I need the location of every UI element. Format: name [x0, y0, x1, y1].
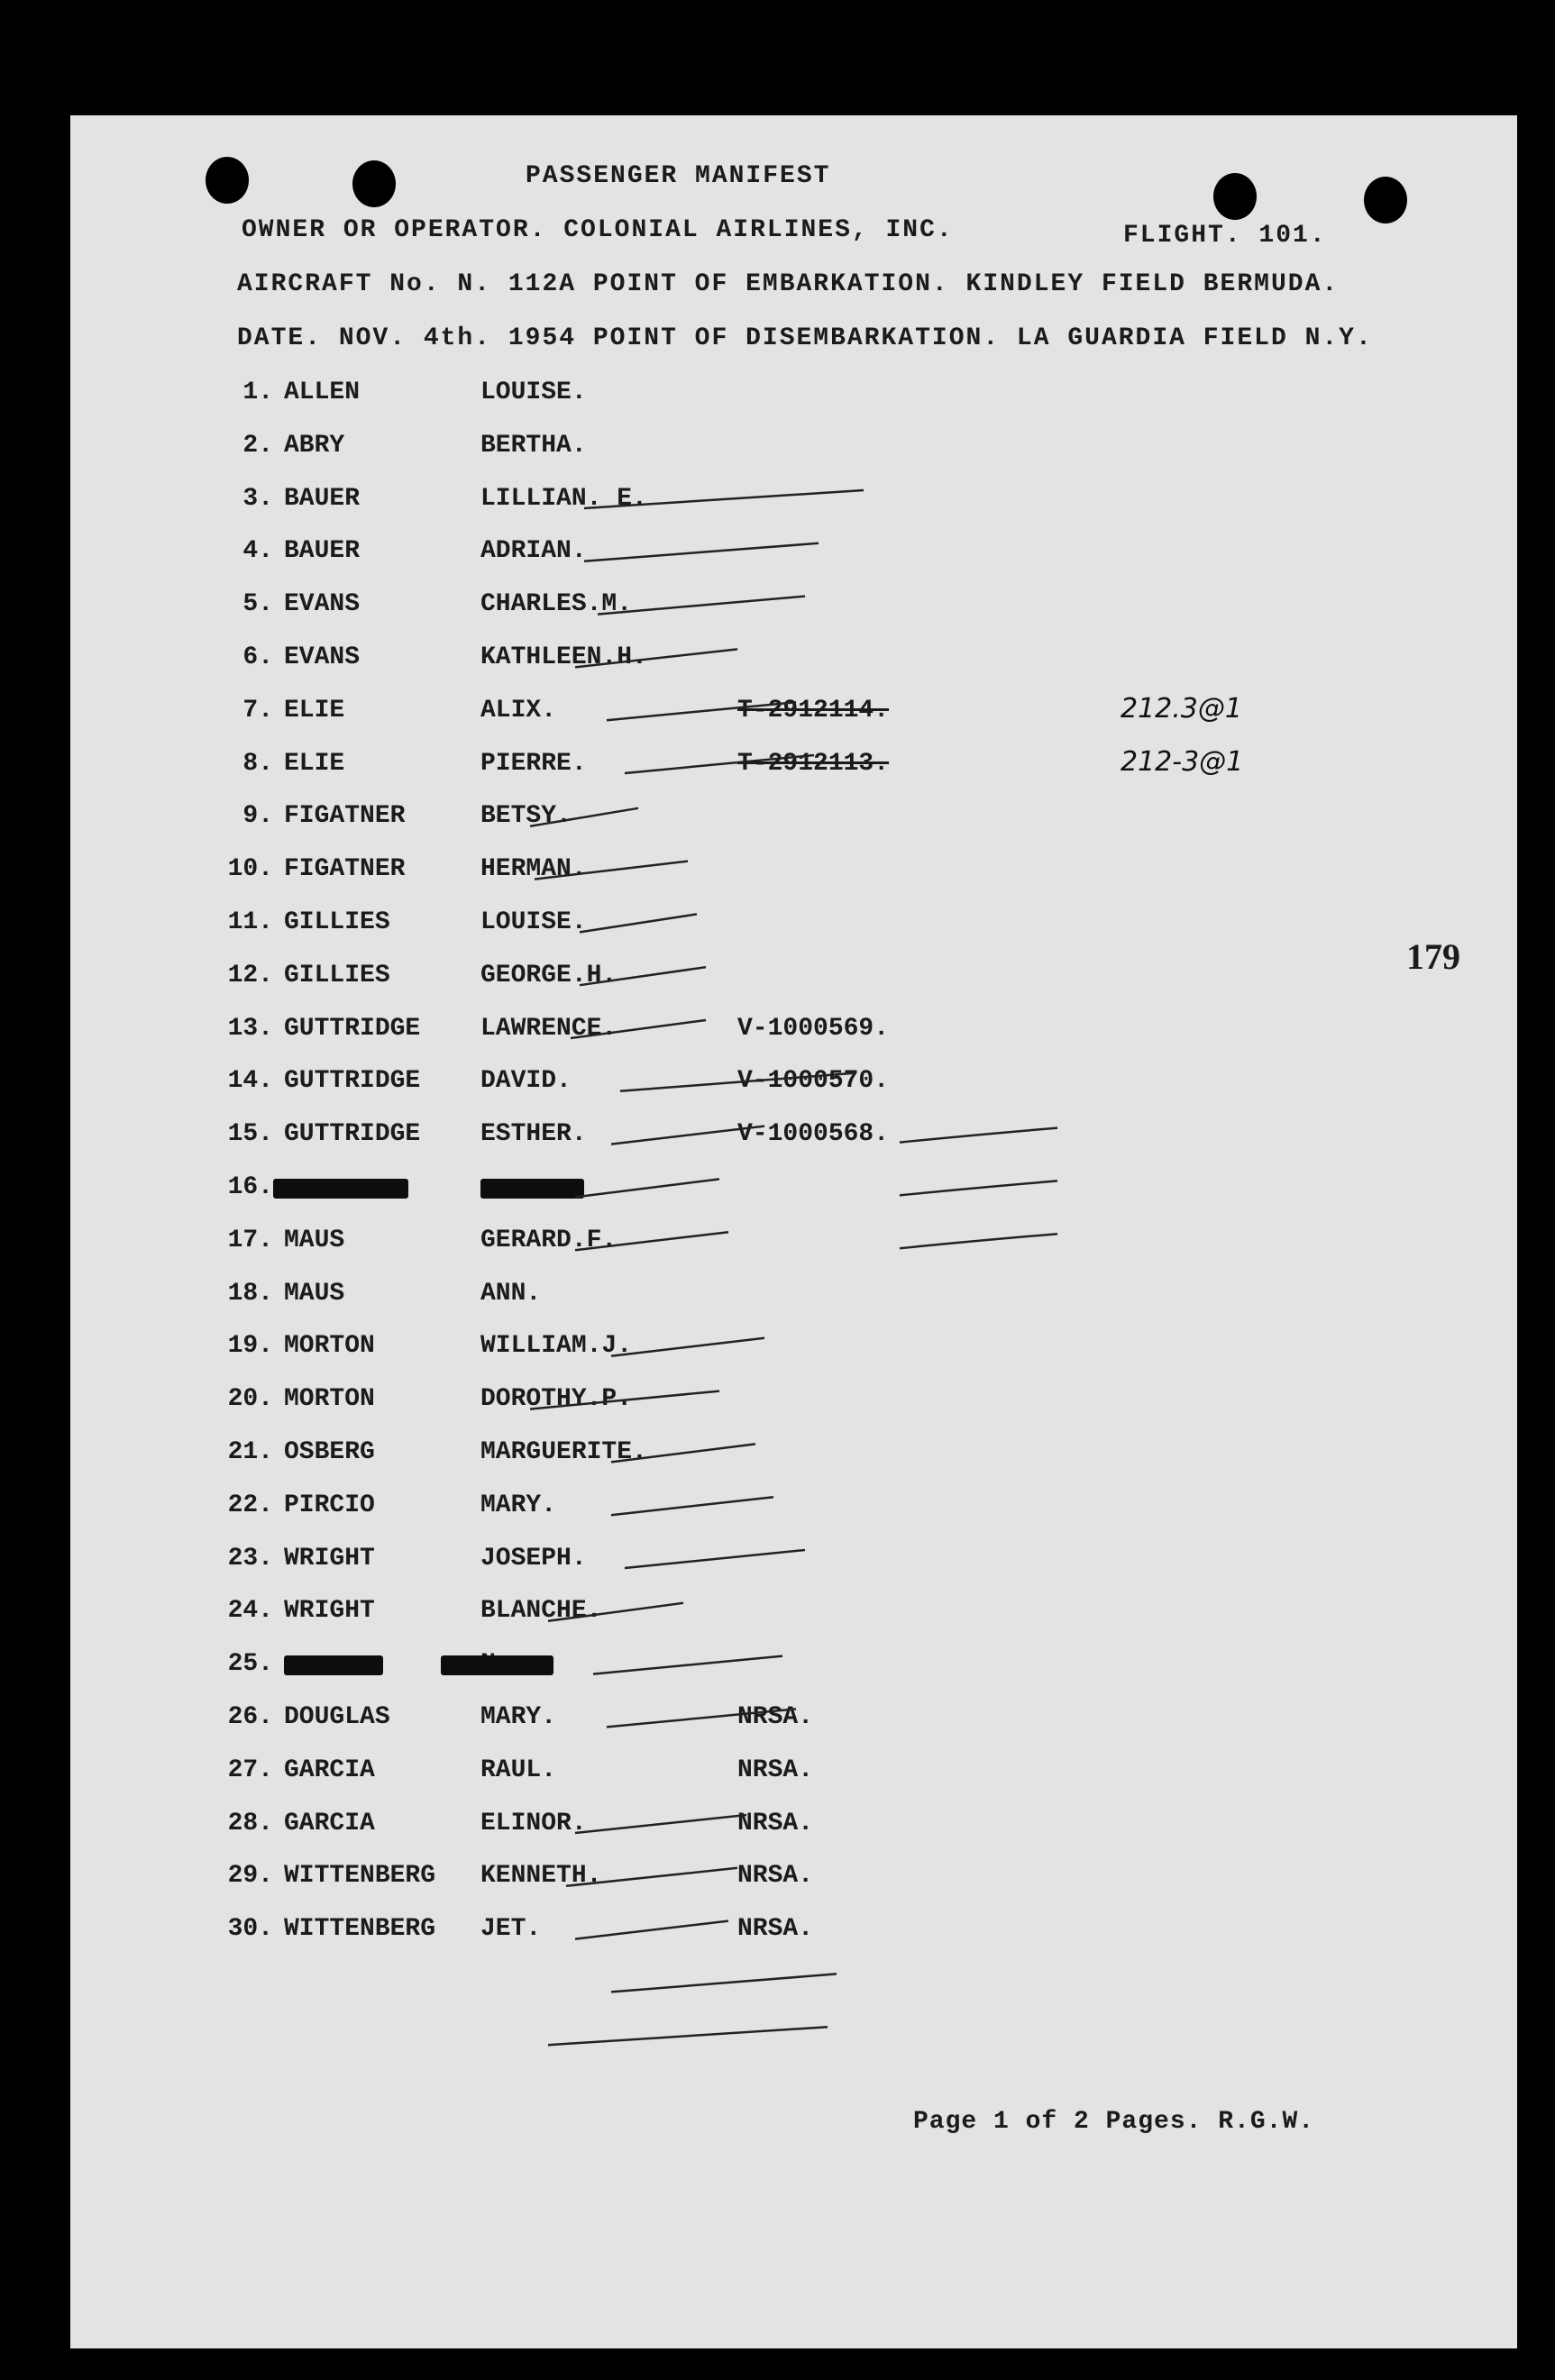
passenger-number: 19.	[227, 1332, 273, 1361]
passenger-number: 6.	[242, 643, 273, 671]
passenger-surname: BAUER	[284, 484, 361, 513]
passenger-surname: MAUS	[284, 1226, 345, 1254]
passenger-given-name: LOUISE.	[480, 378, 587, 406]
passenger-given-name: BETSY.	[480, 802, 572, 831]
passenger-given-name: JET.	[480, 1915, 542, 1944]
check-stroke	[584, 490, 864, 508]
passenger-surname: ABRY	[284, 431, 345, 460]
passenger-number: 8.	[242, 749, 273, 778]
passenger-given-name: DAVID.	[480, 1067, 572, 1096]
check-stroke	[530, 808, 638, 826]
passenger-number: 25.	[227, 1650, 273, 1679]
check-stroke	[611, 1338, 764, 1356]
check-stroke	[598, 597, 805, 615]
check-stroke	[580, 914, 697, 932]
passenger-number: 22.	[227, 1491, 273, 1519]
passenger-given-name: ANN.	[480, 1279, 542, 1308]
passenger-given-name: BERTHA.	[480, 431, 587, 460]
passenger-number: 23.	[227, 1544, 273, 1573]
passenger-surname: WITTENBERG	[284, 1915, 436, 1944]
passenger-given-name: CHARLES.M.	[480, 590, 633, 619]
passenger-number: 1.	[242, 378, 273, 406]
check-stroke	[900, 1234, 1057, 1248]
passenger-surname: GILLIES	[284, 961, 390, 989]
handwritten-note: 212-3@1	[1121, 745, 1244, 778]
check-stroke	[575, 1179, 719, 1197]
passenger-surname: EVANS	[284, 643, 361, 671]
passenger-surname: WITTENBERG	[284, 1862, 436, 1891]
check-stroke	[900, 1128, 1057, 1143]
check-stroke	[530, 1391, 719, 1409]
passenger-number: 2.	[242, 431, 273, 460]
passenger-number: 5.	[242, 590, 273, 619]
passenger-given-name: DOROTHY.P.	[480, 1385, 633, 1414]
passenger-given-name: ESTHER.	[480, 1120, 587, 1149]
passenger-given-name: HERMAN.	[480, 855, 587, 884]
handwritten-note: 212.3@1	[1121, 692, 1242, 725]
passenger-document: NRSA.	[737, 1915, 814, 1944]
passenger-document: NRSA.	[737, 1755, 814, 1784]
passenger-number: 14.	[227, 1067, 273, 1096]
passenger-document: NRSA.	[737, 1809, 814, 1837]
passenger-number: 12.	[227, 961, 273, 989]
check-stroke	[611, 1497, 773, 1515]
check-stroke	[607, 1709, 796, 1727]
passenger-surname: MORTON	[284, 1332, 375, 1361]
passenger-given-name: GERARD.F.	[480, 1226, 617, 1254]
passenger-surname: WRIGHT	[284, 1597, 375, 1626]
check-stroke	[607, 702, 796, 720]
check-stroke	[575, 1815, 746, 1833]
passenger-given-name: GEORGE.H.	[480, 961, 617, 989]
passenger-document: NRSA.	[737, 1703, 814, 1731]
operator-line: OWNER OR OPERATOR. COLONIAL AIRLINES, INC.	[242, 216, 954, 244]
check-stroke	[548, 1603, 683, 1621]
passenger-number: 16.	[227, 1173, 273, 1201]
date-disembarkation-line: DATE. NOV. 4th. 1954 POINT OF DISEMBARKATION. LA GUARDIA FIELD N.Y.	[237, 324, 1373, 352]
passenger-surname: ALLEN	[284, 378, 361, 406]
passenger-given-name: MARY.	[480, 1703, 557, 1731]
passenger-surname: DOUGLAS	[284, 1703, 390, 1731]
passenger-number: 29.	[227, 1862, 273, 1891]
pen-marks	[70, 115, 1517, 2348]
passenger-surname: BAUER	[284, 537, 361, 566]
passenger-number: 26.	[227, 1703, 273, 1731]
passenger-number: 9.	[242, 802, 273, 831]
passenger-given-name: ALIX.	[480, 696, 557, 725]
passenger-given-name: BLANCHE.	[480, 1597, 602, 1626]
passenger-surname: OSBERG	[284, 1438, 375, 1466]
passenger-number: 21.	[227, 1438, 273, 1466]
flight-number: FLIGHT. 101.	[1123, 222, 1327, 250]
passenger-surname: GUTTRIDGE	[284, 1014, 421, 1043]
manifest-page	[70, 115, 1517, 2348]
page-number-stamp: 179	[1406, 936, 1460, 977]
passenger-given-name: LAWRENCE.	[480, 1014, 617, 1043]
passenger-document: NRSA.	[737, 1862, 814, 1891]
passenger-number: 4.	[242, 537, 273, 566]
passenger-document: V-1000570.	[737, 1067, 890, 1096]
passenger-given-name: ADRIAN.	[480, 537, 587, 566]
passenger-given-name: KATHLEEN.H.	[480, 643, 647, 671]
check-stroke	[580, 967, 706, 985]
passenger-number: 27.	[227, 1755, 273, 1784]
passenger-surname: GUTTRIDGE	[284, 1120, 421, 1149]
passenger-number: 24.	[227, 1597, 273, 1626]
passenger-number: 7.	[242, 696, 273, 725]
passenger-given-name: MARGUERITE.	[480, 1438, 647, 1466]
passenger-given-name: PIERRE.	[480, 749, 587, 778]
passenger-document: T-2912113.	[737, 749, 890, 778]
passenger-number: 15.	[227, 1120, 273, 1149]
check-stroke	[625, 1550, 805, 1568]
passenger-given-name: ELINOR.	[480, 1809, 587, 1837]
check-stroke	[620, 1073, 855, 1091]
passenger-given-name: MARY.	[480, 1491, 557, 1519]
manifest-title: PASSENGER MANIFEST	[526, 162, 831, 190]
passenger-given-name: LOUISE.	[480, 908, 587, 936]
check-stroke	[900, 1181, 1057, 1195]
passenger-given-name: LILLIAN. E.	[480, 484, 647, 513]
check-stroke	[593, 1656, 782, 1674]
check-stroke	[625, 755, 814, 773]
check-stroke	[611, 1974, 837, 1992]
passenger-number: 11.	[227, 908, 273, 936]
passenger-surname: GARCIA	[284, 1755, 375, 1784]
page-footer: Page 1 of 2 Pages. R.G.W.	[913, 2108, 1315, 2136]
passenger-surname: PIRCIO	[284, 1491, 375, 1519]
passenger-given-name: KENNETH.	[480, 1862, 602, 1891]
passenger-number: 30.	[227, 1915, 273, 1944]
check-stroke	[566, 1868, 737, 1886]
passenger-number: 17.	[227, 1226, 273, 1254]
passenger-document: T-2912114.	[737, 696, 890, 725]
passenger-number: 3.	[242, 484, 273, 513]
passenger-surname: EVANS	[284, 590, 361, 619]
passenger-surname: ELIE	[284, 749, 345, 778]
check-stroke	[611, 1126, 764, 1144]
passenger-given-name: RAUL.	[480, 1755, 557, 1784]
passenger-surname: FIGATNER	[284, 855, 406, 884]
passenger-surname: GILLIES	[284, 908, 390, 936]
check-stroke	[584, 543, 819, 561]
passenger-given-name: JOSEPH.	[480, 1544, 587, 1573]
aircraft-embarkation-line: AIRCRAFT No. N. 112A POINT OF EMBARKATION. KINDLEY FIELD BERMUDA.	[237, 270, 1340, 298]
check-stroke	[548, 2027, 828, 2045]
passenger-surname: MORTON	[284, 1385, 375, 1414]
check-stroke	[575, 649, 737, 667]
passenger-number: 20.	[227, 1385, 273, 1414]
check-stroke	[575, 1232, 728, 1250]
passenger-number: 10.	[227, 855, 273, 884]
passenger-surname: WRIGHT	[284, 1544, 375, 1573]
passenger-document: V-1000568.	[737, 1120, 890, 1149]
passenger-number: 18.	[227, 1279, 273, 1308]
passenger-number: 28.	[227, 1809, 273, 1837]
passenger-document: V-1000569.	[737, 1014, 890, 1043]
check-stroke	[575, 1921, 728, 1939]
check-stroke	[611, 1444, 755, 1462]
passenger-given-name: WILLIAM.J.	[480, 1332, 633, 1361]
passenger-surname: MAUS	[284, 1279, 345, 1308]
passenger-surname: ELIE	[284, 696, 345, 725]
check-stroke	[571, 1020, 706, 1038]
passenger-surname: GARCIA	[284, 1809, 375, 1837]
passenger-surname: GUTTRIDGE	[284, 1067, 421, 1096]
check-stroke	[535, 862, 688, 880]
passenger-number: 13.	[227, 1014, 273, 1043]
passenger-surname: FIGATNER	[284, 802, 406, 831]
